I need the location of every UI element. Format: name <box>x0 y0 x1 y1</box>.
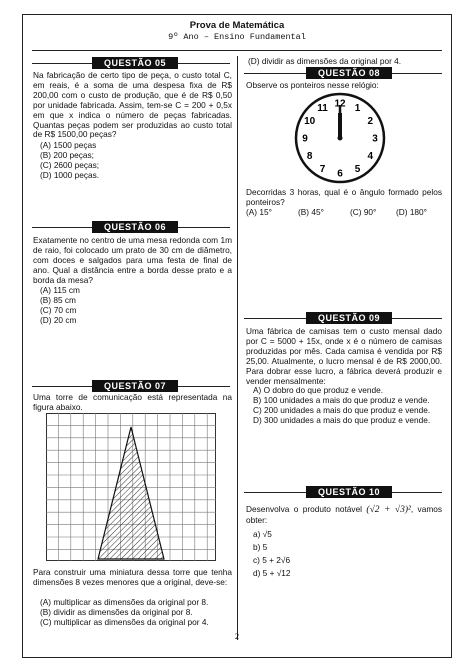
header-rule <box>32 50 442 51</box>
question-06-text: Exatamente no centro de uma mesa redonda com 1m de raio, foi colocado um prato de 30 cm de diâmetro, com doces e salgados para uma festa de final de ano. Qual a distância entre a borda desse prato e a borda da mesa? <box>33 235 232 285</box>
question-06-option-c[interactable]: (C) 70 cm <box>40 305 77 315</box>
clock-numeral: 4 <box>367 151 374 162</box>
question-10-label: QUESTÃO 10 <box>306 486 392 498</box>
question-09-label: QUESTÃO 09 <box>306 312 392 324</box>
question-06-option-d[interactable]: (D) 20 cm <box>40 315 77 325</box>
question-10-option-c[interactable]: c) 5 + 2√6 <box>253 555 291 565</box>
question-09-option-d[interactable]: D) 300 unidades a mais do que produz e vende. <box>253 415 431 425</box>
question-10-expression: (√2 + √3)² <box>366 505 411 515</box>
clock-center <box>338 136 343 141</box>
question-09-option-c[interactable]: C) 200 unidades a mais do que produz e vende. <box>253 405 431 415</box>
clock-numeral: 7 <box>319 163 326 175</box>
clock-numeral: 2 <box>367 116 374 127</box>
question-08-text-2: Decorridas 3 horas, qual é o ângulo formado pelos ponteiros? <box>246 187 442 207</box>
clock-numeral: 10 <box>304 116 316 127</box>
question-08-text: Observe os ponteiros nesse relógio: <box>246 80 379 90</box>
question-10-text-after: , vamos obter: <box>246 504 442 525</box>
exam-title: Prova de Matemática <box>189 20 285 31</box>
question-08-option-a[interactable]: (A) 15° <box>246 207 272 217</box>
question-06-header <box>32 221 230 233</box>
column-divider <box>237 56 238 640</box>
question-10-header <box>244 486 442 498</box>
question-07-text: Uma torre de comunicação está representada na figura abaixo. <box>33 392 232 412</box>
clock-figure <box>293 91 387 185</box>
question-08-label: QUESTÃO 08 <box>306 67 392 79</box>
question-07-text-2: Para construir uma miniatura dessa torre que tenha dimensões 8 vezes menores que a original, deve-se: <box>33 567 232 587</box>
clock-numeral: 1 <box>354 103 361 115</box>
clock-numeral: 6 <box>337 168 343 180</box>
question-10-option-d[interactable]: d) 5 + √12 <box>253 568 291 578</box>
question-08-option-d[interactable]: (D) 180° <box>396 207 427 217</box>
clock-numeral: 5 <box>354 163 361 175</box>
question-05-option-d[interactable]: (D) 1000 peças. <box>40 170 100 180</box>
question-06-label: QUESTÃO 06 <box>92 221 178 233</box>
question-07-option-b[interactable]: (B) dividir as dimensões da original por 8. <box>40 607 193 617</box>
question-10-text-before: Desenvolva o produto notável <box>246 504 363 514</box>
clock-numeral: 8 <box>306 151 313 162</box>
question-05-option-a[interactable]: (A) 1500 peças <box>40 140 97 150</box>
question-09-option-b[interactable]: B) 100 unidades a mais do que produz e vende. <box>253 395 430 405</box>
question-05-text: Na fabricação de certo tipo de peça, o custo total C, em reais, é a soma de uma despesa fixa de R$ 200,00 com o custo de produção, que é de R$ 0,50 por unidade fabricada. Assim, tem-se C = 200 + 0,5x em que x indica o número de peças fabricadas. Quantas peças podem ser produzidas ao custo total de R$ 1500,00 peças? <box>33 70 232 140</box>
question-05-label: QUESTÃO 05 <box>92 57 178 69</box>
question-09-text: Uma fábrica de camisas tem o custo mensal dado por C = 5000 + 15x, onde x é o número de camisas produzidas por mês. Cada camisa é vendida por R$ 25,00. Atualmente, o lucro mensal é de R$ 2000,00. Para dobrar esse lucro, a fábrica deverá produzir e vender mensalmente: <box>246 326 442 386</box>
tower-figure <box>46 413 216 561</box>
clock-numeral: 3 <box>372 133 378 145</box>
question-07-label: QUESTÃO 07 <box>92 380 178 392</box>
question-05-option-b[interactable]: (B) 200 peças; <box>40 150 94 160</box>
page-number: 2 <box>234 631 240 641</box>
question-05-option-c[interactable]: (C) 2600 peças; <box>40 160 100 170</box>
exam-subtitle: 9º Ano – Ensino Fundamental <box>168 32 306 42</box>
question-09-option-a[interactable]: A) O dobro do que produz e vende. <box>253 385 384 395</box>
question-07-header <box>32 380 230 392</box>
question-08-header <box>244 67 442 79</box>
question-07-option-c[interactable]: (C) multiplicar as dimensões da original por 4. <box>40 617 209 627</box>
question-10-option-a[interactable]: a) √5 <box>253 529 272 539</box>
question-10-option-b[interactable]: b) 5 <box>253 542 268 552</box>
clock-numeral: 11 <box>317 103 328 115</box>
clock-numeral: 9 <box>302 133 308 145</box>
question-06-option-a[interactable]: (A) 115 cm <box>40 285 80 295</box>
clock-numeral: 12 <box>334 98 346 110</box>
question-06-option-b[interactable]: (B) 85 cm <box>40 295 76 305</box>
question-10-text <box>246 505 442 526</box>
question-05-header <box>32 57 230 69</box>
question-08-option-b[interactable]: (B) 45° <box>298 207 324 217</box>
question-07-option-a[interactable]: (A) multiplicar as dimensões da original por 8. <box>40 597 209 607</box>
question-07-option-d[interactable]: (D) dividir as dimensões da original por 4. <box>248 56 402 66</box>
question-09-header <box>244 312 442 324</box>
question-08-option-c[interactable]: (C) 90° <box>350 207 377 217</box>
